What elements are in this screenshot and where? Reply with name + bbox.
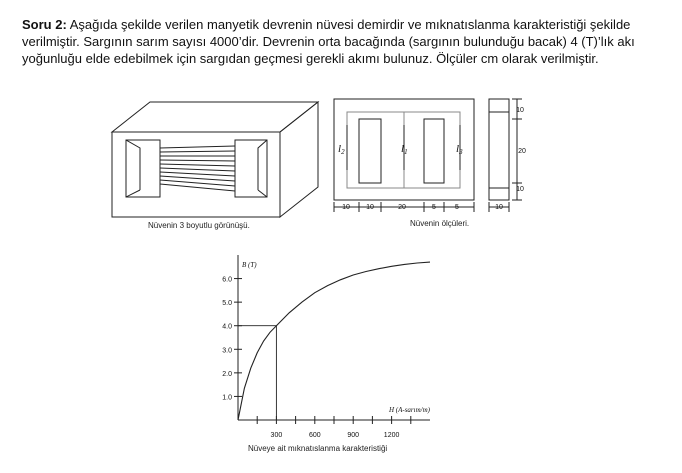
dim-depth: 10 [495,204,503,211]
x-tick-label-0: 300 [270,432,283,439]
y-axis-label: B (T) [242,261,257,269]
question-label: Soru 2: [22,17,67,32]
caption-3d: Nüvenin 3 boyutlu görünüşü. [148,221,250,230]
y-tick-label-3: 4.0 [222,323,232,331]
bh-curve [238,262,430,420]
leg-label-l1: l1 [401,143,408,156]
chart-caption: Nüveye ait mıknatıslanma karakteristiği [248,444,388,453]
x-tick-label-2: 900 [347,432,360,439]
dim-bottom-3: 20 [398,204,406,211]
dim-side-1: 10 [516,107,524,114]
y-tick-label-0: 1.0 [222,394,232,402]
dim-bottom-1: 10 [342,204,350,211]
caption-dimensions: Nüvenin ölçüleri. [410,219,470,228]
y-tick-label-5: 6.0 [222,276,232,284]
dim-bottom-2: 10 [366,204,374,211]
x-tick-label-1: 600 [308,432,321,439]
leg-label-l2: l2 [338,143,345,156]
x-tick-label-3: 1200 [383,432,400,439]
x-axis-label: H (A-sarım/m) [388,406,430,414]
y-tick-label-1: 2.0 [222,370,232,378]
y-tick-label-2: 3.0 [222,347,232,355]
question-text: Aşağıda şekilde verilen manyetik devrenin nüvesi demirdir ve mıknatıslanma karakteristiği şekilde verilmiştir. Sargının sarım sayısı 4000’dir. Devrenin orta bacağında (sargının bulunduğu bacak) 4 (T)’lık akı yoğunluğu elde edebilmek için sargıdan geçmesi gerekli akımı bulunuz. Ölçüler cm olarak verilmiştir. [22,17,635,66]
y-tick-label-4: 5.0 [222,300,232,308]
leg-label-l3: l3 [456,143,463,156]
dim-side-3: 10 [516,186,524,193]
dim-bottom-5: 5 [455,204,459,211]
dim-bottom-4: 5 [432,204,436,211]
dim-side-2: 20 [518,148,526,155]
